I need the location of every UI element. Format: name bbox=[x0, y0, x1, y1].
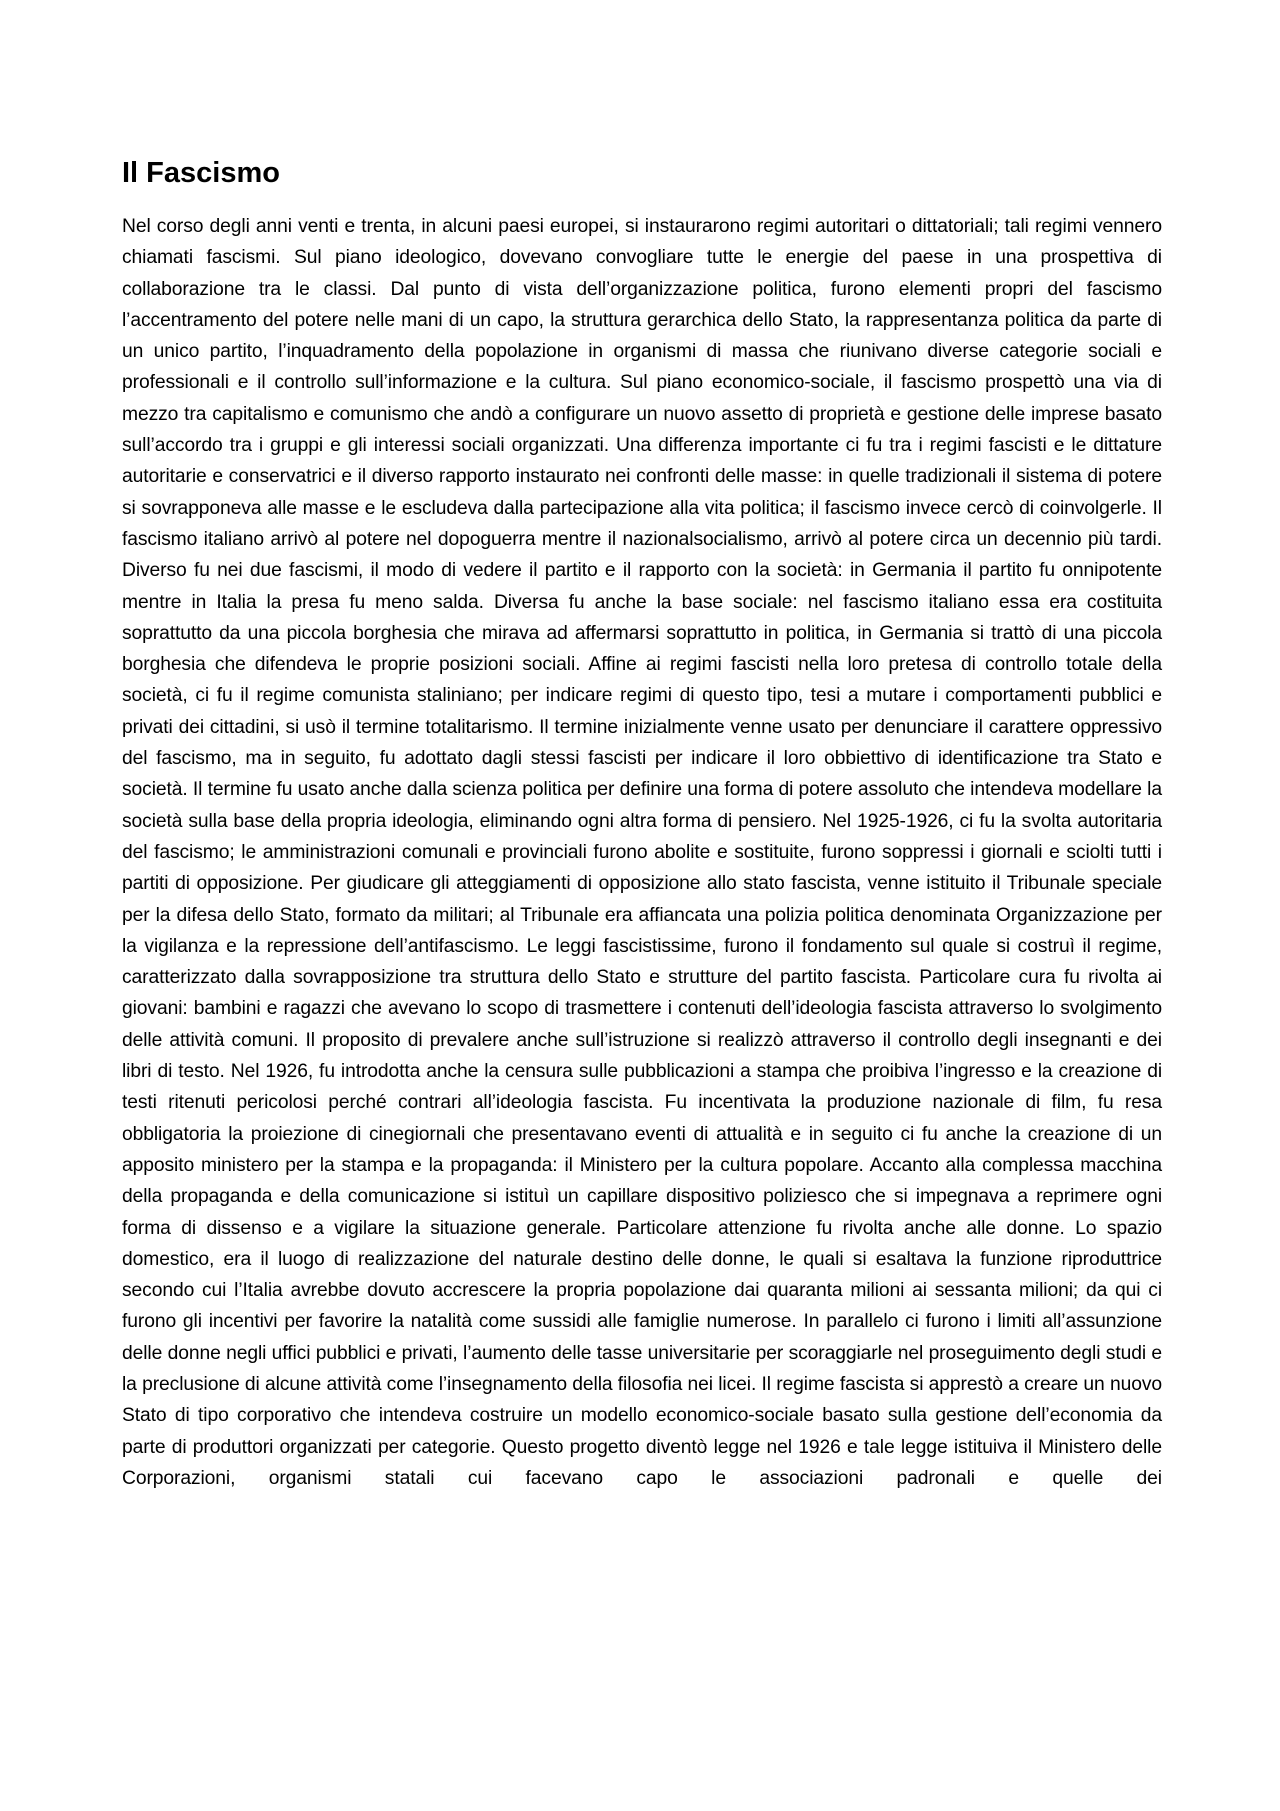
document-content bbox=[122, 155, 1162, 1494]
body-paragraph: Nel corso degli anni venti e trenta, in alcuni paesi europei, si instaurarono regimi autoritari o dittatoriali; tali regimi vennero chiamati fascismi. Sul piano ideologico, dovevano convogliare tutte le energie del paese in una prospettiva di collaborazione tra le classi. Dal punto di vista dell’organizzazione politica, furono elementi propri del fascismo l’accentramento del potere nelle mani di un capo, la struttura gerarchica dello Stato, la rappresentanza politica da parte di un unico partito, l’inquadramento della popolazione in organismi di massa che riunivano diverse categorie sociali e professionali e il controllo sull’informazione e la cultura. Sul piano economico-sociale, il fascismo prospettò una via di mezzo tra capitalismo e comunismo che andò a configurare un nuovo assetto di proprietà e gestione delle imprese basato sull’accordo tra i gruppi e gli interessi sociali organizzati. Una differenza importante ci fu tra i regimi fascisti e le dittature autoritarie e conservatrici e il diverso rapporto instaurato nei confronti delle masse: in quelle tradizionali il sistema di potere si sovrapponeva alle masse e le escludeva dalla partecipazione alla vita politica; il fascismo invece cercò di coinvolgerle. Il fascismo italiano arrivò al potere nel dopoguerra mentre il nazionalsocialismo, arrivò al potere circa un decennio più tardi. Diverso fu nei due fascismi, il modo di vedere il partito e il rapporto con la società: in Germania il partito fu onnipotente mentre in Italia la presa fu meno salda. Diversa fu anche la base sociale: nel fascismo italiano essa era costituita soprattutto da una piccola borghesia che mirava ad affermarsi soprattutto in politica, in Germania si trattò di una piccola borghesia che difendeva le proprie posizioni sociali. Affine ai regimi fascisti nella loro pretesa di controllo totale della società, ci fu il regime comunista staliniano; per indicare regimi di questo tipo, tesi a mutare i comportamenti pubblici e privati dei cittadini, si usò il termine totalitarismo. Il termine inizialmente venne usato per denunciare il carattere oppressivo del fascismo, ma in seguito, fu adottato dagli stessi fascisti per indicare il loro obbiettivo di identificazione tra Stato e società. Il termine fu usato anche dalla scienza politica per definire una forma di potere assoluto che intendeva modellare la società sulla base della propria ideologia, eliminando ogni altra forma di pensiero. Nel 1925-1926, ci fu la svolta autoritaria del fascismo; le amministrazioni comunali e provinciali furono abolite e sostituite, furono soppressi i giornali e sciolti tutti i partiti di opposizione. Per giudicare gli atteggiamenti di opposizione allo stato fascista, venne istituito il Tribunale speciale per la difesa dello Stato, formato da militari; al Tribunale era affiancata una polizia politica denominata Organizzazione per la vigilanza e la repressione dell’antifascismo. Le leggi fascistissime, furono il fondamento sul quale si costruì il regime, caratterizzato dalla sovrapposizione tra struttura dello Stato e strutture del partito fascista. Particolare cura fu rivolta ai giovani: bambini e ragazzi che avevano lo scopo di trasmettere i contenuti dell’ideologia fascista attraverso lo svolgimento delle attività comuni. Il proposito di prevalere anche sull’istruzione si realizzò attraverso il controllo degli insegnanti e dei libri di testo. Nel 1926, fu introdotta anche la censura sulle pubblicazioni a stampa che proibiva l’ingresso e la creazione di testi ritenuti pericolosi perché contrari all’ideologia fascista. Fu incentivata la produzione nazionale di film, fu resa obbligatoria la proiezione di cinegiornali che presentavano eventi di attualità e in seguito ci fu anche la creazione di un apposito ministero per la stampa e la propaganda: il Ministero per la cultura popolare. Accanto alla complessa macchina della propaganda e della comunicazione si istituì un capillare dispositivo poliziesco che si impegnava a reprimere ogni forma di dissenso e a vigilare la situazione generale. Particolare attenzione fu rivolta anche alle donne. Lo spazio domestico, era il luogo di realizzazione del naturale destino delle donne, le quali si esaltava la funzione riproduttrice secondo cui l’Italia avrebbe dovuto accrescere la propria popolazione dai quaranta milioni ai sessanta milioni; da qui ci furono gli incentivi per favorire la natalità come sussidi alle famiglie numerose. In parallelo ci furono i limiti all’assunzione delle donne negli uffici pubblici e privati, l’aumento delle tasse universitarie per scoraggiarle nel proseguimento degli studi e la preclusione di alcune attività come l’insegnamento della filosofia nei licei. Il regime fascista si apprestò a creare un nuovo Stato di tipo corporativo che intendeva costruire un modello economico-sociale basato sulla gestione dell’economia da parte di produttori organizzati per categorie. Questo progetto diventò legge nel 1926 e tale legge istituiva il Ministero delle Corporazioni, organismi statali cui facevano capo le associazioni padronali e quelle dei bbox=[122, 216, 1162, 1489]
page-title: Il Fascismo bbox=[122, 157, 280, 189]
